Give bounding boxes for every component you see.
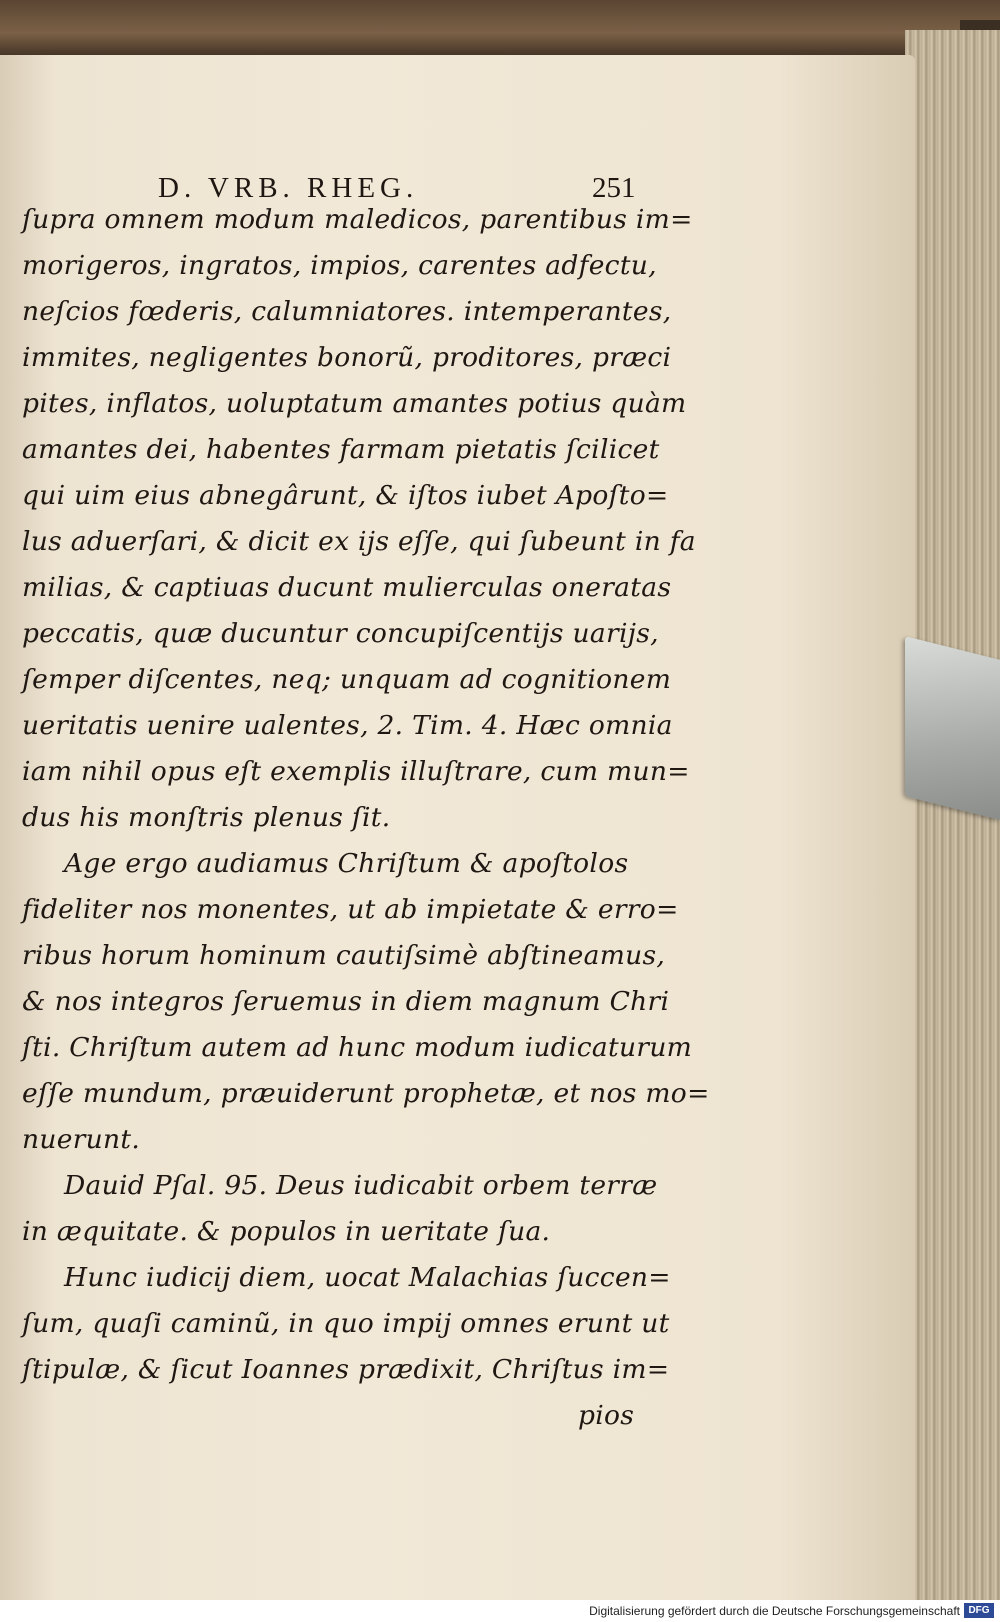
text-line: in æquitate. & populos in ueritate ſua. — [22, 1216, 551, 1247]
text-line: dus his monſtris plenus ſit. — [22, 802, 391, 833]
digitization-footer — [0, 1600, 1000, 1622]
text-line: eſſe mundum, præuiderunt prophetæ, et nos mo= — [22, 1078, 710, 1109]
text-line: milias, & captiuas ducunt mulierculas oneratas — [22, 572, 672, 603]
text-line: ſemper diſcentes, neq; unquam ad cognitionem — [22, 664, 672, 695]
text-line: ueritatis uenire ualentes, 2. Tim. 4. Hæc omnia — [22, 710, 673, 741]
bookmark-strip — [905, 636, 1000, 820]
page-number: 251 — [592, 172, 636, 204]
text-line: nuerunt. — [22, 1124, 141, 1155]
text-line: lus aduerſari, & dicit ex ijs eſſe, qui ſubeunt in fa — [22, 526, 696, 557]
running-head-title: D. VRB. RHEG. — [158, 172, 419, 204]
text-line: iam nihil opus eſt exemplis illuſtrare, cum mun= — [22, 756, 690, 787]
text-line: amantes dei, habentes farmam pietatis ſcilicet — [22, 434, 660, 465]
text-line: ſum, quaſi caminũ, in quo impij omnes erunt ut — [22, 1308, 670, 1339]
book-binding — [0, 0, 1000, 60]
paragraph-start-line: Age ergo audiamus Chriſtum & apoſtolos — [64, 848, 629, 879]
text-line: ſtipulæ, & ſicut Ioannes prædixit, Chriſtus im= — [22, 1354, 670, 1385]
text-line: immites, negligentes bonorũ, proditores, præci — [22, 342, 672, 373]
catchword: pios — [578, 1400, 635, 1431]
text-line: morigeros, ingratos, impios, carentes adfectu, — [22, 250, 657, 281]
text-line: qui uim eius abnegârunt, & iſtos iubet Apoſto= — [22, 480, 669, 511]
dfg-logo: DFG — [964, 1603, 994, 1618]
text-line: peccatis, quæ ducuntur concupiſcentijs uarijs, — [22, 618, 659, 649]
text-line: pites, inflatos, uoluptatum amantes potius quàm — [22, 388, 687, 419]
funding-credit: Digitalisierung gefördert durch die Deutsche Forschungsgemeinschaft — [589, 1604, 960, 1618]
paragraph-start-line: Dauid Pſal. 95. Deus iudicabit orbem terræ — [64, 1170, 658, 1201]
text-line: fideliter nos monentes, ut ab impietate & erro= — [22, 894, 679, 925]
text-line: & nos integros ſeruemus in diem magnum Chri — [22, 986, 670, 1017]
text-line: ſti. Chriſtum autem ad hunc modum iudicaturum — [22, 1032, 693, 1063]
text-line: neſcios fœderis, calumniatores. intemperantes, — [22, 296, 672, 327]
text-line: ribus horum hominum cautiſsimè abſtineamus, — [22, 940, 666, 971]
text-line: ſupra omnem modum maledicos, parentibus im= — [22, 204, 693, 235]
paragraph-start-line: Hunc iudicij diem, uocat Malachias ſuccen= — [64, 1262, 671, 1293]
